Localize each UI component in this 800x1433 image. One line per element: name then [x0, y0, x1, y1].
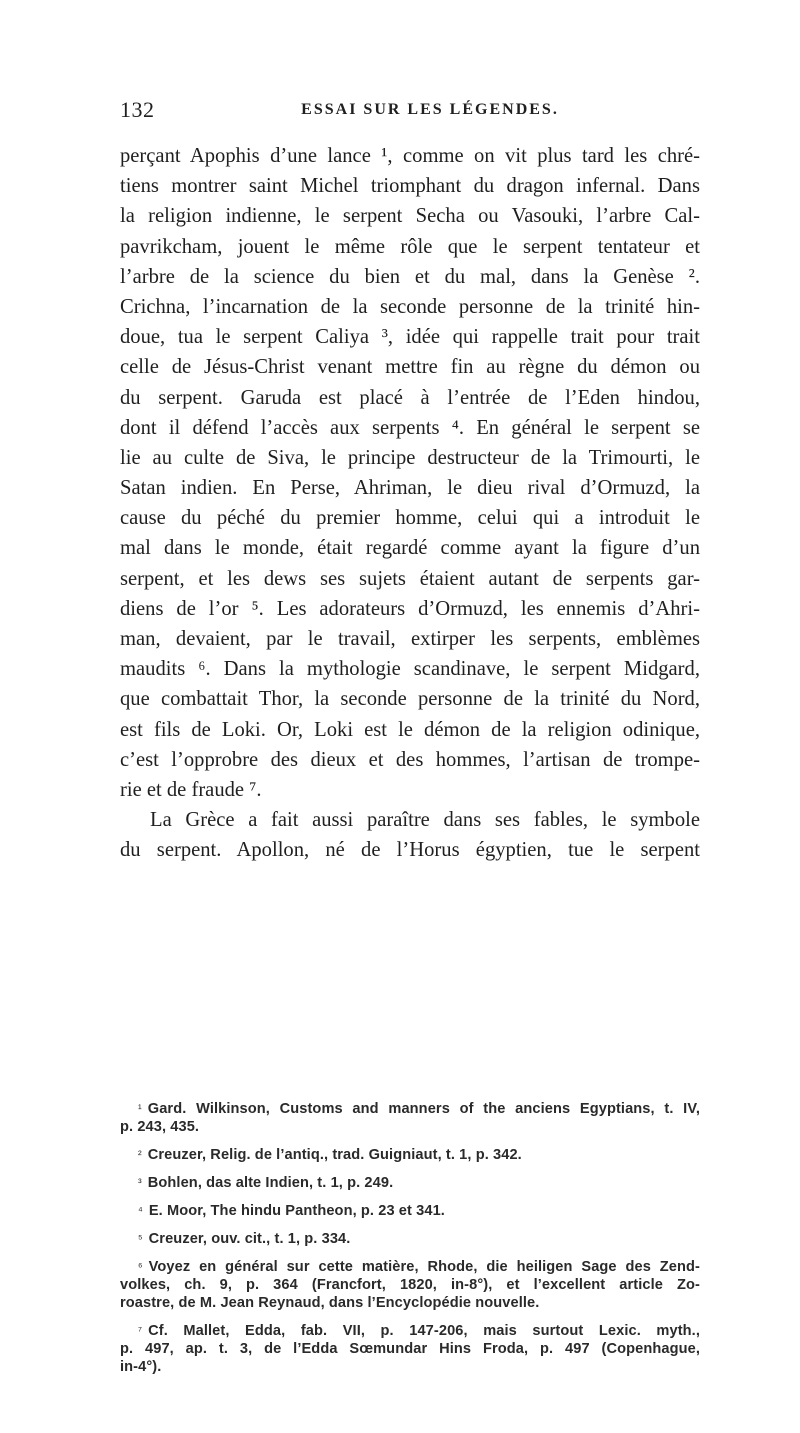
text-line: pavrikcham, jouent le même rôle que le serpent tentateur et [120, 235, 700, 258]
text-line: serpent, et les dews ses sujets étaient autant de serpents gar- [120, 567, 700, 590]
text-line: celle de Jésus-Christ venant mettre fin au règne du démon ou [120, 356, 700, 379]
running-title: ESSAI SUR LES LÉGENDES. [301, 101, 559, 118]
footnote-text: p. 497, ap. t. 3, de l’Edda Sœmundar Hins Froda, p. 497 (Copenhague, [120, 1341, 700, 1357]
text-line: man, devaient, par le travail, extirper les serpents, emblèmes [120, 628, 700, 650]
footnote-text: volkes, ch. 9, p. 364 (Francfort, 1820, in-8°), et l’excellent article Zo- [120, 1277, 700, 1293]
text-line: c’est l’opprobre des dieux et des hommes, l’artisan de trompe- [120, 748, 700, 771]
footnote-text: Gard. Wilkinson, Customs and manners of the anciens Egyptians, t. IV, [147, 1101, 700, 1117]
footnote-text: Creuzer, ouv. cit., t. 1, p. 334. [148, 1231, 351, 1247]
text-line: la religion indienne, le serpent Secha ou Vasouki, l’arbre Cal- [120, 205, 700, 228]
footnote-text: E. Moor, The hindu Pantheon, p. 23 et 341. [148, 1203, 445, 1219]
text-line: tiens montrer saint Michel triomphant du dragon infernal. Dans [120, 175, 700, 198]
text-line: La Grèce a fait aussi paraître dans ses fables, le symbole [150, 809, 700, 832]
text-line: perçant Apophis d’une lance ¹, comme on vit plus tard les chré- [120, 145, 700, 167]
text-line: du serpent. Apollon, né de l’Horus égyptien, tue le serpent [120, 839, 700, 862]
text-line: l’arbre de la science du bien et du mal, dans la Genèse ². [120, 265, 700, 288]
footnotes [120, 1100, 700, 1386]
footnote-4 [120, 1202, 700, 1220]
footnote-text: in-4°). [120, 1359, 162, 1375]
footnote-mark: ¹ [138, 1103, 142, 1115]
text-line: mal dans le monde, était regardé comme ayant la figure d’un [120, 537, 700, 560]
footnote-mark: ⁶ [138, 1261, 143, 1273]
footnote-mark: ⁷ [138, 1325, 143, 1337]
footnote-3 [120, 1174, 700, 1192]
text-line: diens de l’or ⁵. Les adorateurs d’Ormuzd, les ennemis d’Ahri- [120, 597, 700, 620]
footnote-text: roastre, de M. Jean Reynaud, dans l’Encyclopédie nouvelle. [120, 1295, 540, 1311]
footnote-5 [120, 1230, 700, 1248]
main-text [120, 141, 700, 866]
footnote-6 [120, 1258, 700, 1312]
running-head [120, 97, 700, 127]
footnote-text: Creuzer, Relig. de l’antiq., trad. Guigniaut, t. 1, p. 342. [147, 1147, 522, 1163]
text-line: lie au culte de Siva, le principe destructeur de la Trimourti, le [120, 446, 700, 469]
text-line: que combattait Thor, la seconde personne de la trinité du Nord, [120, 688, 700, 711]
text-line: doue, tua le serpent Caliya ³, idée qui rappelle trait pour trait [120, 326, 700, 349]
text-line: dont il défend l’accès aux serpents ⁴. En général le serpent se [120, 416, 700, 439]
footnote-1 [120, 1100, 700, 1136]
text-line: rie et de fraude ⁷. [120, 778, 262, 801]
footnote-text: Cf. Mallet, Edda, fab. VII, p. 147-206, mais surtout Lexic. myth., [148, 1323, 700, 1339]
text-line: cause du péché du premier homme, celui qui a introduit le [120, 507, 700, 530]
footnote-mark: ² [138, 1149, 142, 1161]
text-line: du serpent. Garuda est placé à l’entrée de l’Eden hindou, [120, 386, 700, 409]
footnote-7 [120, 1322, 700, 1376]
footnote-2 [120, 1146, 700, 1164]
footnote-mark: ⁵ [138, 1233, 143, 1245]
footnote-mark: ⁴ [138, 1205, 143, 1217]
footnote-text: p. 243, 435. [120, 1119, 200, 1135]
text-line: Satan indien. En Perse, Ahriman, le dieu rival d’Ormuzd, la [120, 477, 700, 500]
text-line: Crichna, l’incarnation de la seconde personne de la trinité hin- [120, 295, 700, 318]
footnote-text: Bohlen, das alte Indien, t. 1, p. 249. [147, 1175, 394, 1191]
footnote-mark: ³ [138, 1177, 142, 1189]
text-line: est fils de Loki. Or, Loki est le démon de la religion odinique, [120, 718, 700, 741]
footnote-text: Voyez en général sur cette matière, Rhode, die heiligen Sage des Zend- [148, 1259, 700, 1275]
text-line: maudits ⁶. Dans la mythologie scandinave, le serpent Midgard, [120, 658, 700, 681]
page-number: 132 [120, 97, 155, 122]
